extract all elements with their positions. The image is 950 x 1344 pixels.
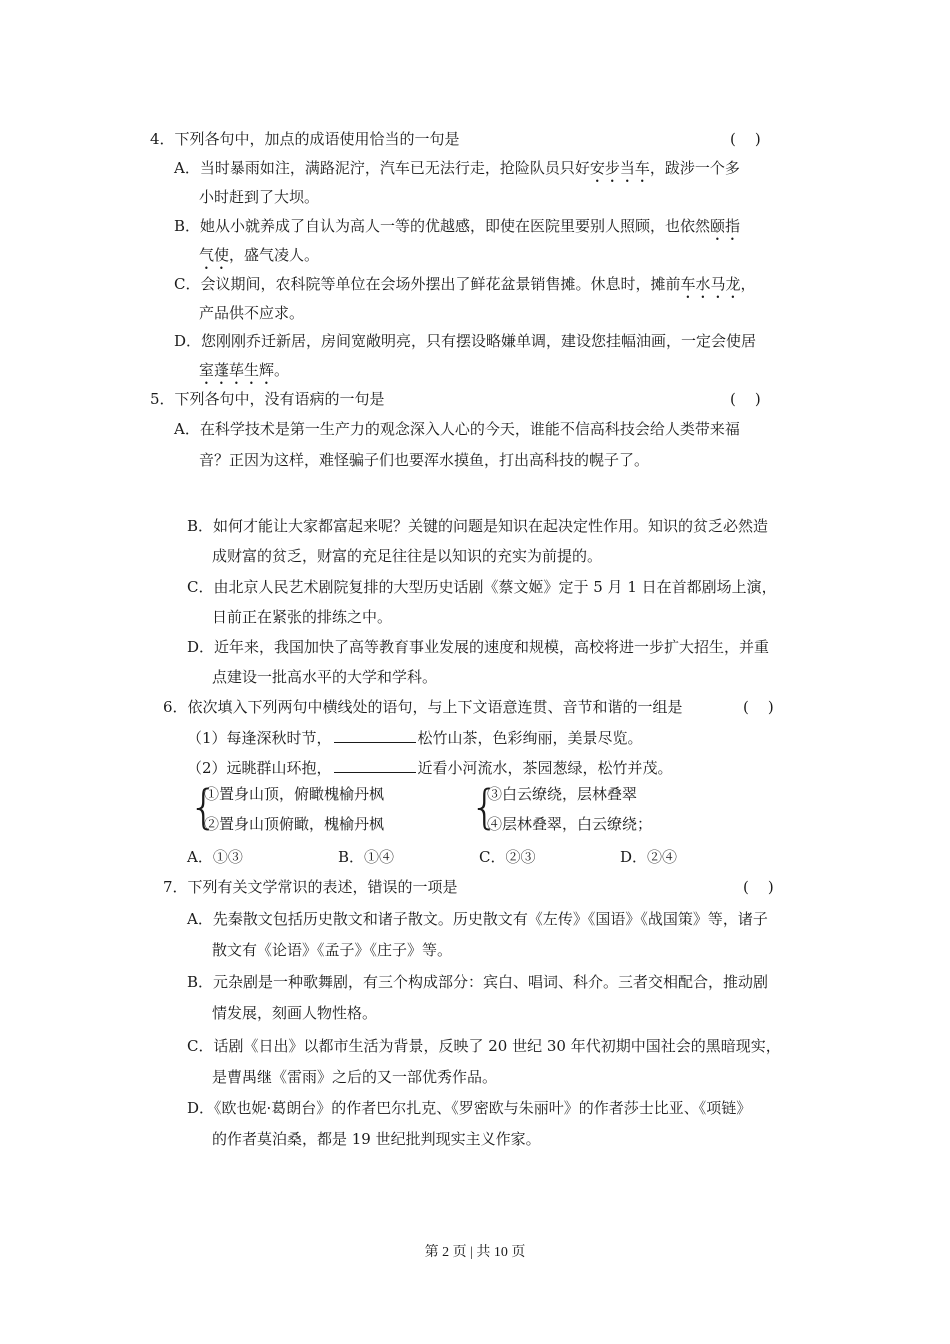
q5-option-c-line2: 日前正在紧张的排练之中。 (212, 608, 393, 626)
q4-option-b-idiom-part2: 气使 (199, 246, 230, 264)
q5-option-a-line1: A．在科学技术是第一生产力的观念深入人心的今天，谁能不信高科技会给人类带来福 (174, 420, 740, 438)
q6-choice-b: B．①④ (338, 848, 395, 866)
q5-option-a-line2: 音？正因为这样，难怪骗子们也要浑水摸鱼，打出高科技的幌子了。 (199, 451, 650, 469)
q6-option-2: ②置身山顶俯瞰，槐榆丹枫 (204, 815, 385, 833)
q6-choice-d: D．②④ (620, 848, 678, 866)
q6-stem: 6．依次填入下列两句中横线处的语句，与上下文语意连贯、音节和谐的一组是 (163, 698, 683, 716)
q7-option-a-line1: A．先秦散文包括历史散文和诸子散文。历史散文有《左传》《国语》《战国策》等，诸子 (187, 910, 768, 928)
q5-option-d-line1: D．近年来，我国加快了高等教育事业发展的速度和规模，高校将进一步扩大招生，并重 (187, 638, 770, 656)
q5-option-d-line2: 点建设一批高水平的大学和学科。 (212, 668, 438, 686)
q7-option-c-line2: 是曹禺继《雷雨》之后的又一部优秀作品。 (212, 1068, 498, 1086)
q7-option-c-line1: C．话剧《日出》以都市生活为背景，反映了 20 世纪 30 年代初期中国社会的黑暗现实， (187, 1037, 781, 1055)
q4-option-a-idiom: 安步当车 (589, 159, 650, 177)
q4-option-a-line2: 小时赶到了大坝。 (199, 188, 320, 206)
q7-option-d-line1: D．《欧也妮·葛朗台》的作者巴尔扎克、《罗密欧与朱丽叶》的作者莎士比亚、《项链》 (187, 1099, 752, 1117)
q4-option-c-idiom: 车水马龙 (680, 275, 741, 293)
q6-left-brace: { (189, 780, 219, 834)
q4-stem: 4．下列各句中，加点的成语使用恰当的一句是 (150, 130, 460, 148)
q7-option-d-line2: 的作者莫泊桑，都是 19 世纪批判现实主义作家。 (212, 1130, 541, 1148)
q6-option-3: ③白云缭绕，层林叠翠 (487, 785, 638, 803)
q4-option-d-line1: D．您刚刚乔迁新居，房间宽敞明亮，只有摆设略嫌单调，建设您挂幅油画，一定会使居 (174, 332, 757, 350)
q7-option-a-line2: 散文有《论语》《孟子》《庄子》等。 (212, 941, 453, 959)
q6-blank-2 (334, 758, 416, 773)
q6-sentence-2: （2）远眺群山环抱， 近看小河流水，茶园葱绿，松竹并茂。 (187, 759, 673, 777)
q6-answer-paren: ( ) (743, 698, 774, 716)
page-footer: 第 2 页 | 共 10 页 (424, 1245, 526, 1260)
q4-answer-paren: ( ) (730, 130, 761, 148)
q5-answer-paren: ( ) (730, 390, 761, 408)
q7-option-b-line1: B．元杂剧是一种歌舞剧，有三个构成部分：宾白、唱词、科介。三者交相配合，推动剧 (187, 973, 769, 991)
q4-option-b-line2: 气使，盛气凌人。 (199, 246, 320, 264)
q4-option-b-idiom-part1: 颐指 (710, 217, 741, 235)
q4-option-c-line2: 产品供不应求。 (199, 304, 305, 322)
q7-stem: 7．下列有关文学常识的表述，错误的一项是 (163, 878, 458, 896)
q5-option-b-line1: B．如何才能让大家都富起来呢？关键的问题是知识在起决定性作用。知识的贫乏必然造 (187, 517, 769, 535)
q4-option-d-line2: 室蓬荜生辉。 (199, 361, 290, 379)
q4-option-c-line1: C．会议期间，农科院等单位在会场外摆出了鲜花盆景销售摊。休息时，摊前车水马龙， (174, 275, 756, 293)
q5-stem: 5．下列各句中，没有语病的一句是 (150, 390, 385, 408)
q6-sentence-1: （1）每逢深秋时节， 松竹山茶，色彩绚丽，美景尽览。 (187, 729, 643, 747)
q6-blank-1 (334, 728, 416, 743)
q4-option-a-line1: A．当时暴雨如注，满路泥泞，汽车已无法行走，抢险队员只好安步当车，跋涉一个多 (174, 159, 740, 177)
q6-choice-a: A．①③ (187, 848, 243, 866)
q5-option-b-line2: 成财富的贫乏，财富的充足往往是以知识的充实为前提的。 (212, 547, 603, 565)
q6-choice-c: C．②③ (479, 848, 536, 866)
q4-option-b-line1: B．她从小就养成了自认为高人一等的优越感，即使在医院里要别人照顾，也依然颐指 (174, 217, 741, 235)
q6-option-1: ①置身山顶，俯瞰槐榆丹枫 (204, 785, 385, 803)
q5-option-c-line1: C．由北京人民艺术剧院复排的大型历史话剧《蔡文姬》定于 5 月 1 日在首都剧场上演， (187, 578, 777, 596)
q6-right-brace: { (470, 780, 500, 834)
q7-option-b-line2: 情发展，刻画人物性格。 (212, 1004, 378, 1022)
q4-option-d-idiom: 室蓬荜生辉 (199, 361, 275, 379)
q6-option-4: ④层林叠翠，白云缭绕； (487, 815, 653, 833)
q7-answer-paren: ( ) (743, 878, 774, 896)
